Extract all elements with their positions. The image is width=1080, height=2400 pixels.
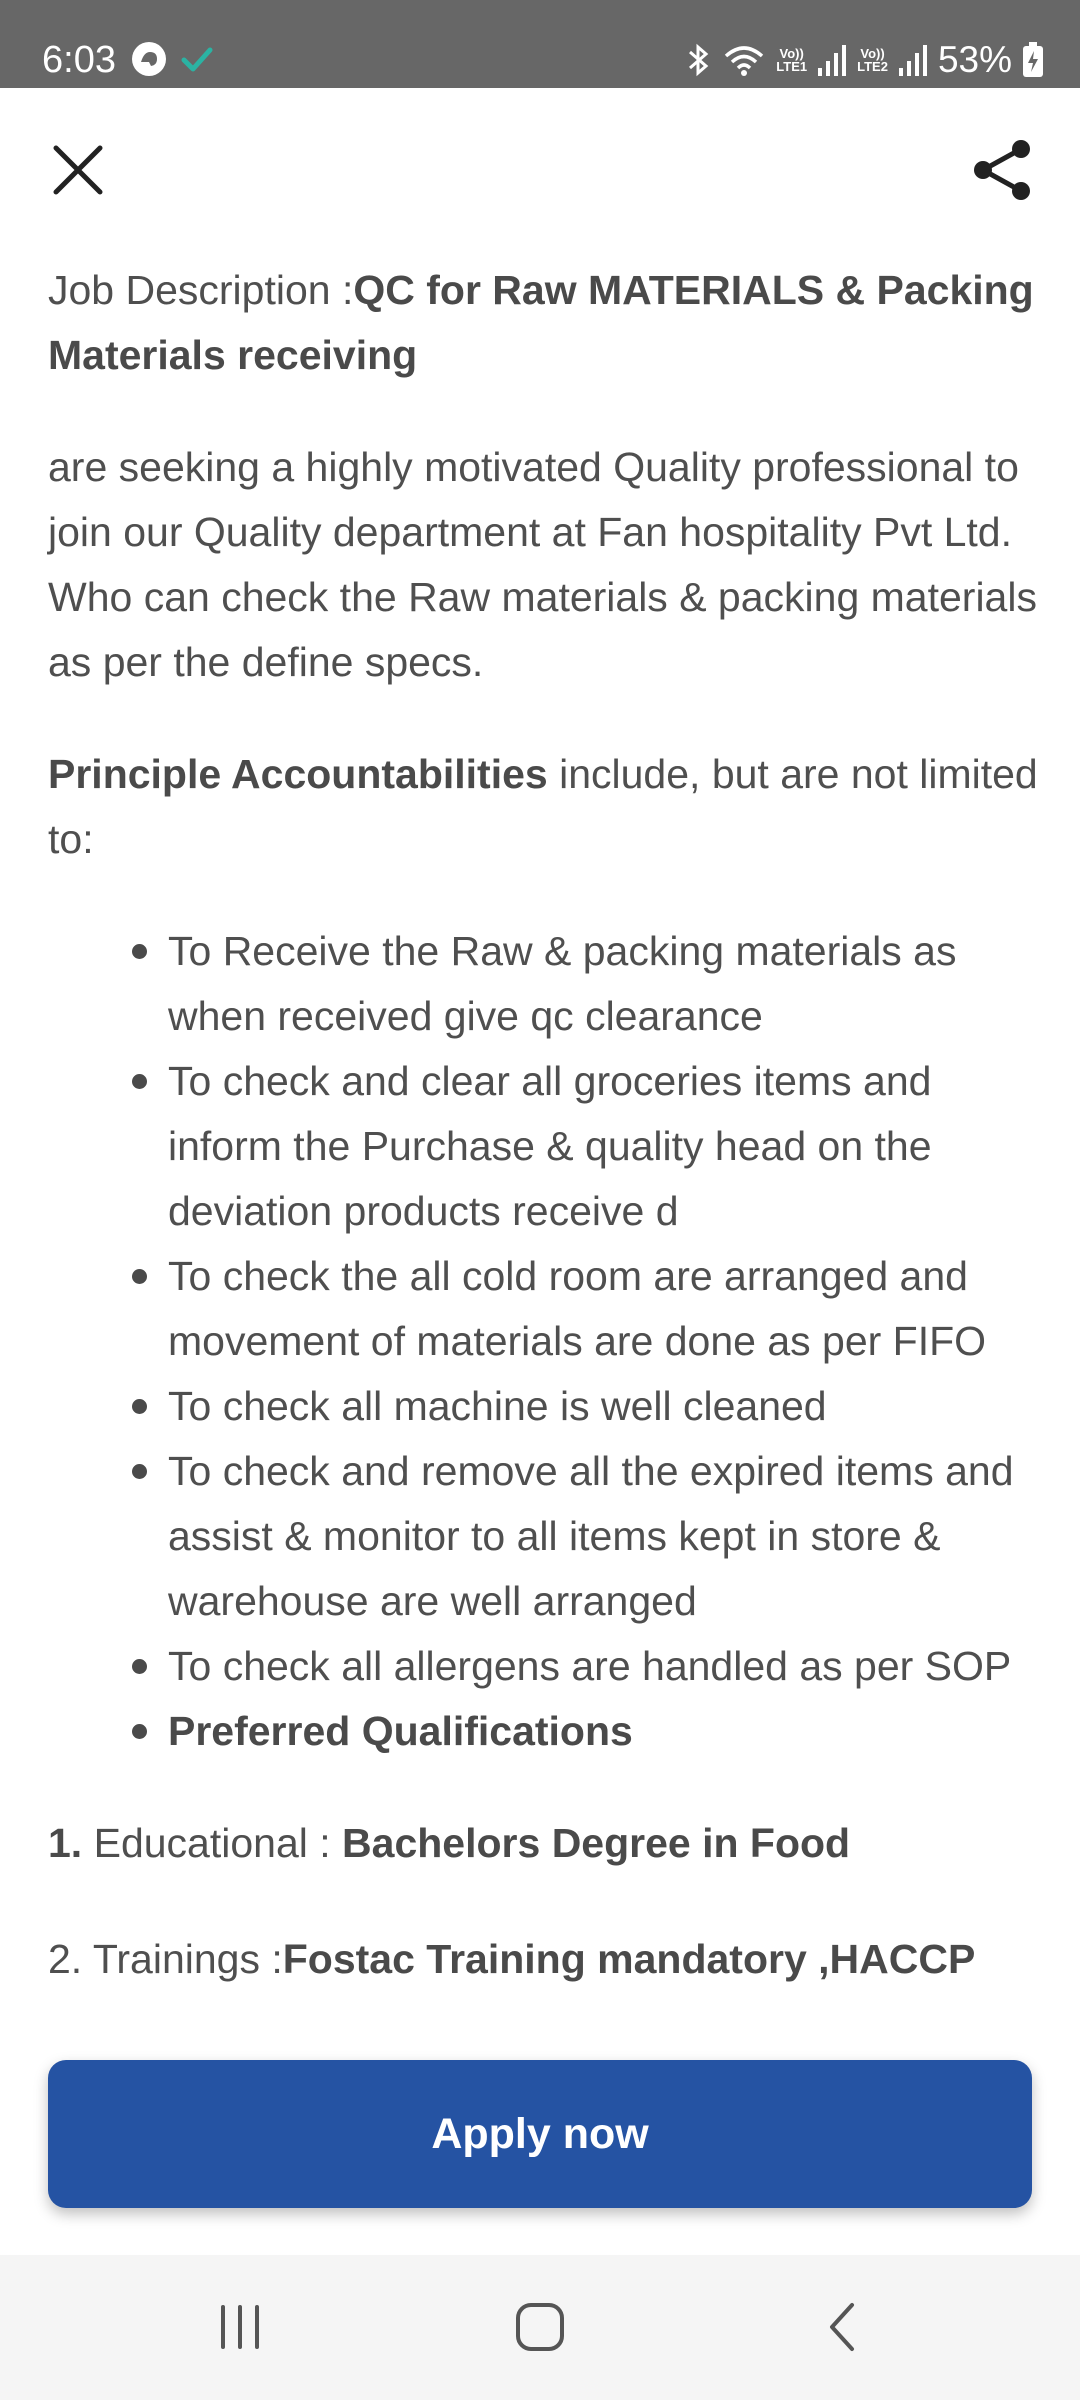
- accountabilities-bold: Principle Accountabilities: [48, 751, 548, 797]
- job-title-prefix: Job Description :: [48, 267, 354, 313]
- status-time: 6:03: [42, 39, 116, 81]
- share-button[interactable]: [964, 132, 1040, 208]
- qualification-line: [48, 1927, 1038, 1992]
- job-title: [48, 258, 1038, 388]
- job-title-text: QC for Raw MATERIALS & Packing Materials receiving: [48, 267, 1034, 378]
- job-description-content: [48, 258, 1038, 1992]
- bluetooth-icon: [684, 42, 712, 78]
- qualification-line: [48, 1811, 1038, 1876]
- sim1-label: [776, 47, 807, 73]
- list-item: To check all machine is well cleaned: [168, 1374, 1038, 1439]
- apply-now-button[interactable]: Apply now: [48, 2060, 1032, 2208]
- qualification-number: 2.: [48, 1936, 83, 1982]
- list-item: To Receive the Raw & packing materials as when received give qc clearance: [168, 919, 1038, 1049]
- check-icon: [180, 42, 214, 76]
- qualification-label: Trainings :: [82, 1936, 283, 1982]
- sim2-label: [857, 47, 888, 73]
- close-button[interactable]: [48, 140, 108, 200]
- status-left-icons: [130, 40, 214, 78]
- list-item: To check all allergens are handled as per SOP: [168, 1634, 1038, 1699]
- battery-charging-icon: [1022, 42, 1044, 78]
- status-right-icons: [684, 38, 1044, 82]
- navigation-bar: [0, 2255, 1080, 2400]
- list-item: To check and remove all the expired items and assist & monitor to all items kept in store & warehouse are well arranged: [168, 1439, 1038, 1634]
- qualification-value: Bachelors Degree in Food: [342, 1820, 851, 1866]
- sim1-volte-label: Vo)): [779, 46, 804, 61]
- home-icon: [514, 2301, 566, 2353]
- back-icon: [822, 2301, 862, 2353]
- top-bar: [0, 88, 1080, 244]
- recent-apps-button[interactable]: [200, 2287, 280, 2367]
- accountabilities-list: [48, 919, 1038, 1764]
- status-bar: [0, 0, 1080, 88]
- list-item: To check and clear all groceries items and inform the Purchase & quality head on the deviation products receive d: [168, 1049, 1038, 1244]
- qualification-label: Educational :: [82, 1820, 343, 1866]
- share-icon: [971, 139, 1033, 201]
- preferred-qualifications-item: [168, 1699, 1038, 1764]
- notification-app-icon: [130, 40, 168, 78]
- recent-apps-icon: [215, 2302, 265, 2352]
- preferred-qualifications-label: Preferred Qualifications: [168, 1708, 633, 1754]
- sim1-lte-label: LTE1: [776, 59, 808, 74]
- back-button[interactable]: [802, 2287, 882, 2367]
- accountabilities-heading: [48, 742, 1038, 872]
- sim2-volte-label: Vo)): [860, 46, 885, 61]
- wifi-icon: [722, 42, 766, 78]
- list-item: To check the all cold room are arranged and movement of materials are done as per FIFO: [168, 1244, 1038, 1374]
- job-intro: are seeking a highly motivated Quality professional to join our Quality department at Fan hospitality Pvt Ltd. Who can check the Raw materials & packing materials as per the define specs.: [48, 444, 1037, 685]
- qualification-number: 1.: [48, 1820, 83, 1866]
- sim2-lte-label: LTE2: [857, 59, 888, 74]
- qualification-value: Fostac Training mandatory ,HACCP: [282, 1936, 976, 1982]
- signal-icon-sim2: [898, 44, 928, 76]
- signal-icon-sim1: [817, 44, 847, 76]
- home-button[interactable]: [500, 2287, 580, 2367]
- battery-percent: 53%: [937, 39, 1012, 80]
- accountabilities-rest: include, but are not limited to:: [48, 751, 1038, 862]
- close-icon: [52, 144, 104, 196]
